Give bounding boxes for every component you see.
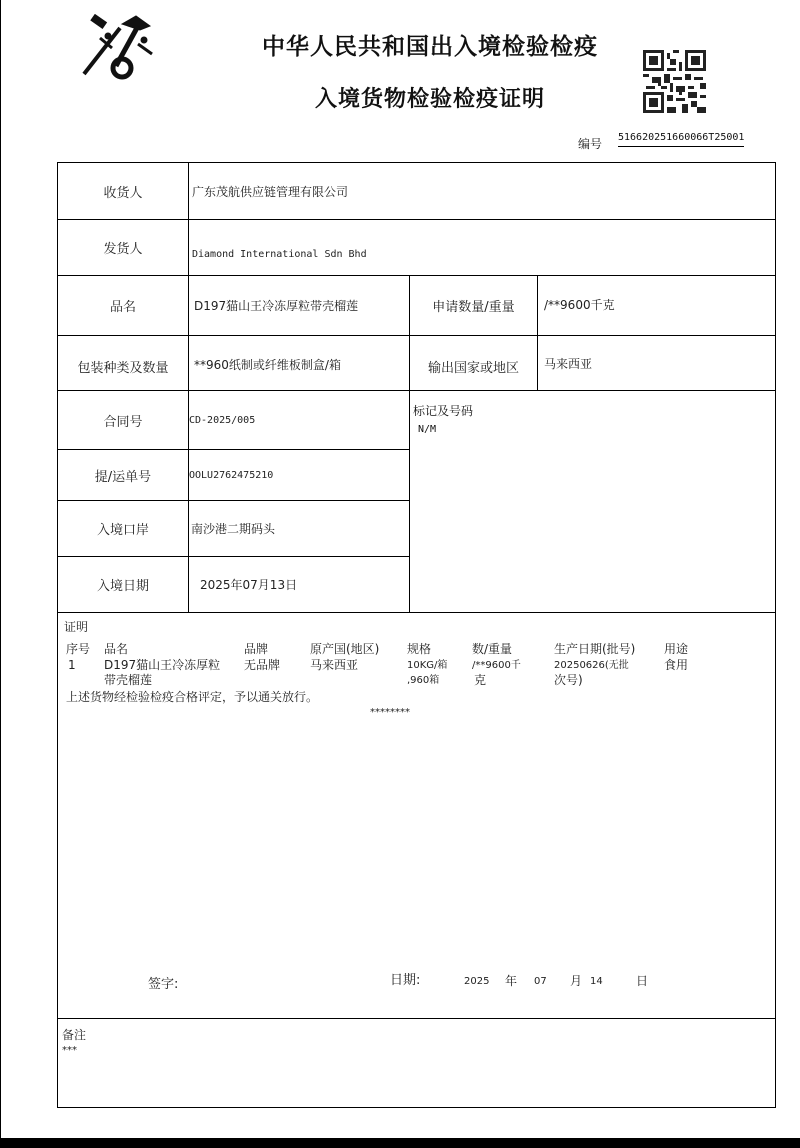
consignor-value: Diamond International Sdn Bhd <box>192 249 367 260</box>
cert-row-spec-line2: ,960箱 <box>407 675 440 686</box>
cert-col-use: 用途 <box>664 642 689 656</box>
sign-date-label: 日期: <box>390 973 421 988</box>
sign-date-year-char: 年 <box>505 974 518 988</box>
cert-row-qty-line2: 克 <box>474 673 487 687</box>
cert-row-brand: 无品牌 <box>244 658 281 672</box>
cert-statement: 上述货物经检验检疫合格评定，予以通关放行。 <box>66 690 319 704</box>
contract-label: 合同号 <box>103 414 143 430</box>
origin-country-value: 马来西亚 <box>544 356 593 371</box>
consignee-label: 收货人 <box>103 185 143 201</box>
col-divider <box>537 275 538 391</box>
remarks-value: *** <box>62 1045 77 1056</box>
sign-date-day-char: 日 <box>636 974 649 988</box>
cert-row-origin: 马来西亚 <box>310 658 359 672</box>
row-divider <box>57 612 776 613</box>
cert-row-name-line1: D197猫山王冷冻厚粒 <box>104 658 221 672</box>
package-value: **960纸制或纤维板制盒/箱 <box>194 357 341 372</box>
cert-row-name-line2: 带壳榴莲 <box>104 673 153 687</box>
product-value: D197猫山王冷冻厚粒带壳榴莲 <box>194 299 359 313</box>
cert-stars: ******** <box>370 707 410 718</box>
package-label: 包装种类及数量 <box>77 360 169 376</box>
sign-date-day: 14 <box>590 976 603 987</box>
cert-col-spec: 规格 <box>407 642 432 656</box>
cert-col-brand: 品牌 <box>244 642 269 656</box>
origin-country-label: 输出国家或地区 <box>427 360 519 376</box>
page-bottom-border <box>0 1138 800 1148</box>
quantity-label: 申请数量/重量 <box>432 300 515 315</box>
sign-date-month: 07 <box>534 976 547 987</box>
inspection-emblem-icon <box>78 14 160 84</box>
marks-value: N/M <box>418 424 437 435</box>
signature-label: 签字: <box>148 977 179 992</box>
bill-of-lading-label: 提/运单号 <box>94 469 152 485</box>
serial-number-label: 编号 <box>578 137 603 151</box>
consignee-value: 广东茂航供应链管理有限公司 <box>192 184 349 199</box>
row-divider <box>57 1018 776 1019</box>
entry-port-value: 南沙港二期码头 <box>191 522 276 536</box>
cert-row-production-line1: 20250626(无批 <box>554 660 629 671</box>
cert-col-name: 品名 <box>104 642 129 656</box>
cert-row-production-line2: 次号) <box>554 673 583 687</box>
sign-date-month-char: 月 <box>570 974 583 988</box>
table-bottom-border <box>57 1107 776 1108</box>
cert-col-production-date: 生产日期(批号) <box>554 642 636 656</box>
table-right-border <box>775 162 776 1108</box>
cert-row-use: 食用 <box>664 658 689 672</box>
product-label: 品名 <box>109 300 136 315</box>
cert-row-seq: 1 <box>68 658 76 672</box>
serial-number-value: 516620251660066T25001 <box>618 132 744 147</box>
contract-value: CD-2025/005 <box>189 414 256 426</box>
entry-date-label: 入境日期 <box>96 579 149 594</box>
page-left-border <box>0 0 1 1148</box>
document-title-line1: 中华人民共和国出入境检验检疫 <box>262 34 598 60</box>
remarks-label: 备注 <box>62 1028 87 1042</box>
col-divider <box>188 162 189 613</box>
entry-port-label: 入境口岸 <box>96 523 149 538</box>
cert-col-origin: 原产国(地区) <box>310 642 380 656</box>
entry-date-value: 2025年07月13日 <box>200 578 298 592</box>
quantity-value: /**9600千克 <box>544 297 615 312</box>
sign-date-year: 2025 <box>464 976 490 987</box>
qr-code-icon <box>643 50 706 113</box>
marks-label: 标记及号码 <box>413 404 474 418</box>
cert-col-seq: 序号 <box>66 642 91 656</box>
cert-row-qty-line1: /**9600千 <box>472 660 521 671</box>
document-title-line2: 入境货物检验检疫证明 <box>314 87 545 112</box>
bill-of-lading-value: OOLU2762475210 <box>189 469 274 481</box>
consignor-label: 发货人 <box>103 242 143 257</box>
cert-row-spec-line1: 10KG/箱 <box>407 660 448 671</box>
cert-col-quantity: 数/重量 <box>472 642 513 656</box>
certificate-heading: 证明 <box>64 620 89 634</box>
